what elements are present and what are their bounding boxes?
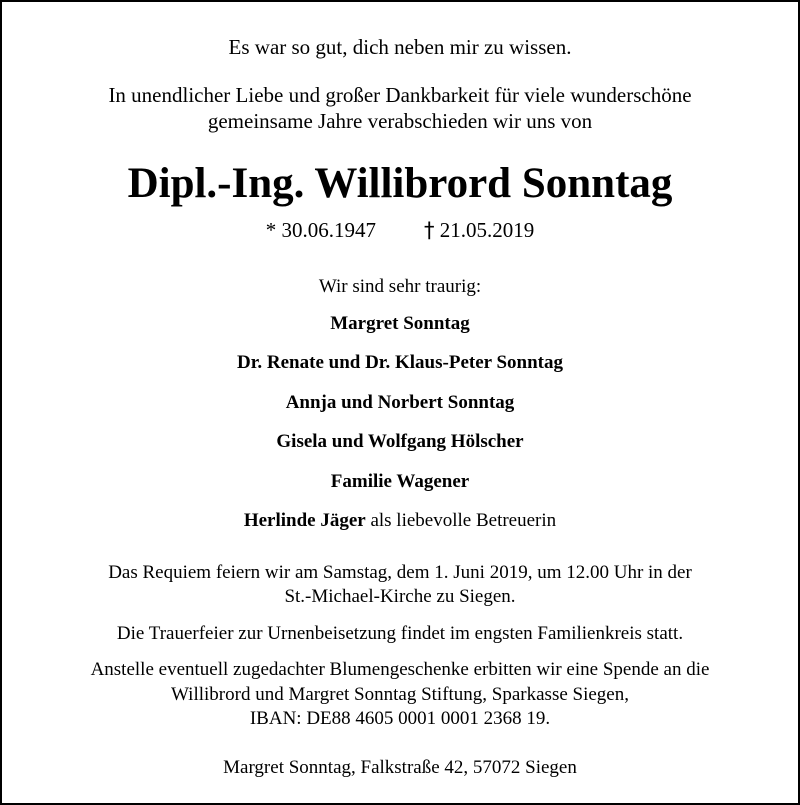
motto-text: Es war so gut, dich neben mir zu wissen. [228, 35, 572, 59]
mourner-name: Margret Sonntag [330, 313, 470, 334]
mourner-name: Annja und Norbert Sonntag [285, 392, 515, 413]
mourner-name: Familie Wagener [330, 471, 470, 492]
mourners-heading: Wir sind sehr traurig: [318, 276, 482, 297]
intro-text-line-1: In unendlicher Liebe und großer Dankbarkeit für viele wunderschöne [108, 83, 692, 107]
caregiver-role: als liebevolle Betreuerin [365, 510, 557, 531]
life-dates [2, 220, 798, 241]
caregiver-line [2, 511, 798, 530]
mourner-name: Gisela und Wolfgang Hölscher [276, 431, 524, 452]
donation-text-line-2: Willibrord und Margret Sonntag Stiftung, Sparkasse Siegen, [171, 684, 629, 705]
intro-text-line-2: gemeinsame Jahre verabschieden wir uns von [207, 109, 593, 133]
requiem-text-line-2: St.-Michael-Kirche zu Siegen. [284, 586, 516, 607]
contact-address: Margret Sonntag, Falkstraße 42, 57072 Siegen [223, 757, 577, 778]
donation-iban: IBAN: DE88 4605 0001 0001 2368 19. [249, 708, 551, 729]
funeral-text: Die Trauerfeier zur Urnenbeisetzung findet im engsten Familienkreis statt. [116, 623, 684, 644]
cross-icon: † [424, 218, 435, 242]
birth-date: * 30.06.1947 [265, 218, 376, 242]
deceased-name: Dipl.-Ing. Willibrord Sonntag [127, 160, 673, 207]
caregiver-name: Herlinde Jäger [243, 510, 366, 531]
requiem-text-line-1: Das Requiem feiern wir am Samstag, dem 1. Juni 2019, um 12.00 Uhr in der [108, 562, 692, 583]
death-date: 21.05.2019 [439, 218, 535, 242]
donation-text-line-1: Anstelle eventuell zugedachter Blumengeschenke erbitten wir eine Spende an die [90, 659, 710, 680]
mourner-name: Dr. Renate und Dr. Klaus-Peter Sonntag [236, 352, 563, 373]
